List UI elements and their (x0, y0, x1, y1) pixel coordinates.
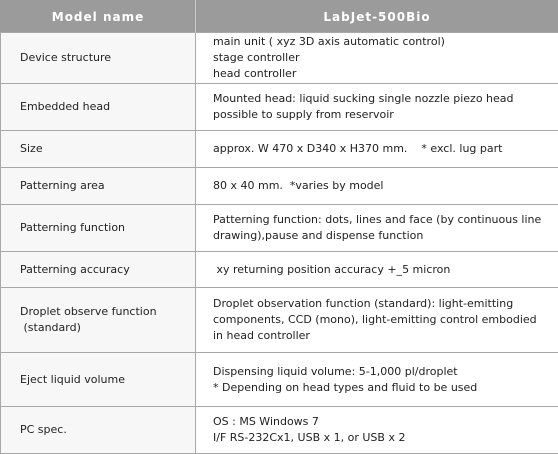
row-value: approx. W 470 x D340 x H370 mm. * excl. lug part (196, 131, 558, 168)
row-label: Patterning area (1, 168, 196, 205)
row-value: Mounted head: liquid sucking single nozzle piezo head possible to supply from reservoir (196, 84, 558, 131)
row-value: 80 x 40 mm. *varies by model (196, 168, 558, 205)
header-model-value: LabJet-500Bio (196, 1, 558, 33)
table-row (1, 131, 558, 168)
row-label: Size (1, 131, 196, 168)
table-row (1, 168, 558, 205)
row-value: xy returning position accuracy +_5 micron (196, 251, 558, 288)
row-value: Patterning function: dots, lines and face (by continuous line drawing),pause and dispense function (196, 204, 558, 251)
row-value: OS : MS Windows 7 I/F RS-232Cx1, USB x 1, or USB x 2 (196, 406, 558, 453)
table-row (1, 251, 558, 288)
header-model-name: Model name (1, 1, 196, 33)
table-row (1, 84, 558, 131)
row-label: Patterning accuracy (1, 251, 196, 288)
table-row (1, 406, 558, 453)
table-row (1, 204, 558, 251)
header-row (1, 1, 558, 33)
row-label: Embedded head (1, 84, 196, 131)
row-value: main unit ( xyz 3D axis automatic control) stage controller head controller (196, 33, 558, 84)
row-value: Dispensing liquid volume: 5-1,000 pl/droplet * Depending on head types and fluid to be used (196, 353, 558, 406)
table-row (1, 33, 558, 84)
table-row (1, 353, 558, 406)
table-row (1, 288, 558, 353)
row-label: Device structure (1, 33, 196, 84)
row-label: PC spec. (1, 406, 196, 453)
row-label: Eject liquid volume (1, 353, 196, 406)
row-label: Patterning function (1, 204, 196, 251)
row-label: Droplet observe function (standard) (1, 288, 196, 353)
row-value: Droplet observation function (standard): light-emitting components, CCD (mono), light-emitting control embodied in head controller (196, 288, 558, 353)
